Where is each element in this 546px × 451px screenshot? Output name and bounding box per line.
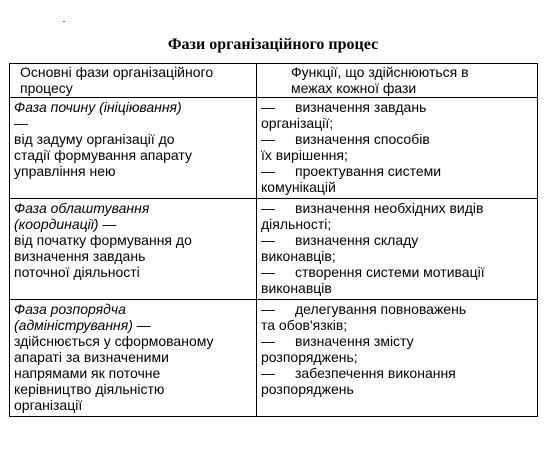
phase-desc-line: організації <box>14 397 83 413</box>
function-item <box>261 163 534 179</box>
function-text: виконавців; <box>261 248 336 264</box>
header-functions-line: Функції, що здійснюються в <box>291 64 469 80</box>
function-text: делегування повноважень <box>295 301 467 317</box>
phase-cell <box>10 199 257 300</box>
header-phases-line: процесу <box>20 80 73 96</box>
dash-bullet: — <box>261 301 275 317</box>
phase-cell <box>10 98 257 199</box>
dash-bullet: — <box>261 264 275 280</box>
phase-desc-line: від задуму організації до <box>14 131 175 147</box>
phase-desc-line: — <box>14 115 28 131</box>
phase-desc-line: стадії формування апарату <box>14 147 192 163</box>
function-text: визначення змісту <box>295 333 414 349</box>
function-text: організації; <box>261 115 334 131</box>
function-text: розпоряджень; <box>261 349 358 365</box>
header-functions <box>257 64 538 98</box>
phase-dash: — <box>132 317 151 333</box>
phase-name: Фаза розпорядча <box>14 301 126 317</box>
phase-desc-line: здійснюється у сформованому <box>14 333 214 349</box>
function-item <box>261 264 534 280</box>
function-text: визначення складу <box>295 232 419 248</box>
function-item <box>261 232 534 248</box>
function-text: розпоряджень <box>261 381 354 397</box>
dash-bullet: — <box>261 232 275 248</box>
table-header-row <box>10 64 538 98</box>
function-text: виконавців <box>261 280 332 296</box>
dash-bullet: — <box>261 131 275 147</box>
functions-cell <box>257 199 538 300</box>
function-text: комунікацій <box>261 179 336 195</box>
function-text: та обов'язків; <box>261 317 348 333</box>
function-item <box>261 333 534 349</box>
phase-dash: — <box>98 216 117 232</box>
phase-name: (адміністрування) <box>14 317 133 333</box>
function-text: їх вирішення; <box>261 147 348 163</box>
header-phases-line: Основні фази організаційного <box>20 64 214 80</box>
phase-name: Фаза облаштування <box>14 200 150 216</box>
function-text: визначення необхідних видів <box>295 200 484 216</box>
phase-desc-line: управління нею <box>14 163 116 179</box>
function-item <box>261 301 534 317</box>
table-row <box>10 199 538 300</box>
phase-desc-line: визначення завдань <box>14 248 146 264</box>
phase-desc-line: від початку формування до <box>14 232 192 248</box>
function-text: створення системи мотивації <box>295 264 485 280</box>
dash-bullet: — <box>261 200 275 216</box>
functions-cell <box>257 300 538 417</box>
function-text: визначення способів <box>295 131 430 147</box>
phase-name: (координації) <box>14 216 99 232</box>
stray-mark <box>63 21 65 22</box>
phase-name-line <box>14 317 253 333</box>
function-text: діяльності; <box>261 216 332 232</box>
dash-bullet: — <box>261 365 275 381</box>
function-item <box>261 365 534 381</box>
phase-desc-line: керівництво діяльністю <box>14 381 165 397</box>
table-row <box>10 300 538 417</box>
phase-desc-line: напрямами як поточне <box>14 365 161 381</box>
functions-cell <box>257 98 538 199</box>
function-item <box>261 99 534 115</box>
function-item <box>261 200 534 216</box>
function-item <box>261 131 534 147</box>
phases-table <box>9 63 538 417</box>
phase-desc-line: апараті за визначеними <box>14 349 169 365</box>
function-text: забезпечення виконання <box>295 365 456 381</box>
phase-desc-line: поточної діяльності <box>14 264 140 280</box>
phase-name: Фаза почину (ініціювання) <box>14 99 182 115</box>
phase-name-line <box>14 216 253 232</box>
dash-bullet: — <box>261 99 275 115</box>
dash-bullet: — <box>261 333 275 349</box>
function-text: визначення завдань <box>295 99 427 115</box>
table-row <box>10 98 538 199</box>
page-title: Фази організаційного процес <box>167 36 379 53</box>
phase-cell <box>10 300 257 417</box>
function-text: проектування системи <box>295 163 442 179</box>
dash-bullet: — <box>261 163 275 179</box>
header-phases <box>10 64 257 98</box>
header-functions-line: межах кожної фази <box>291 80 417 96</box>
